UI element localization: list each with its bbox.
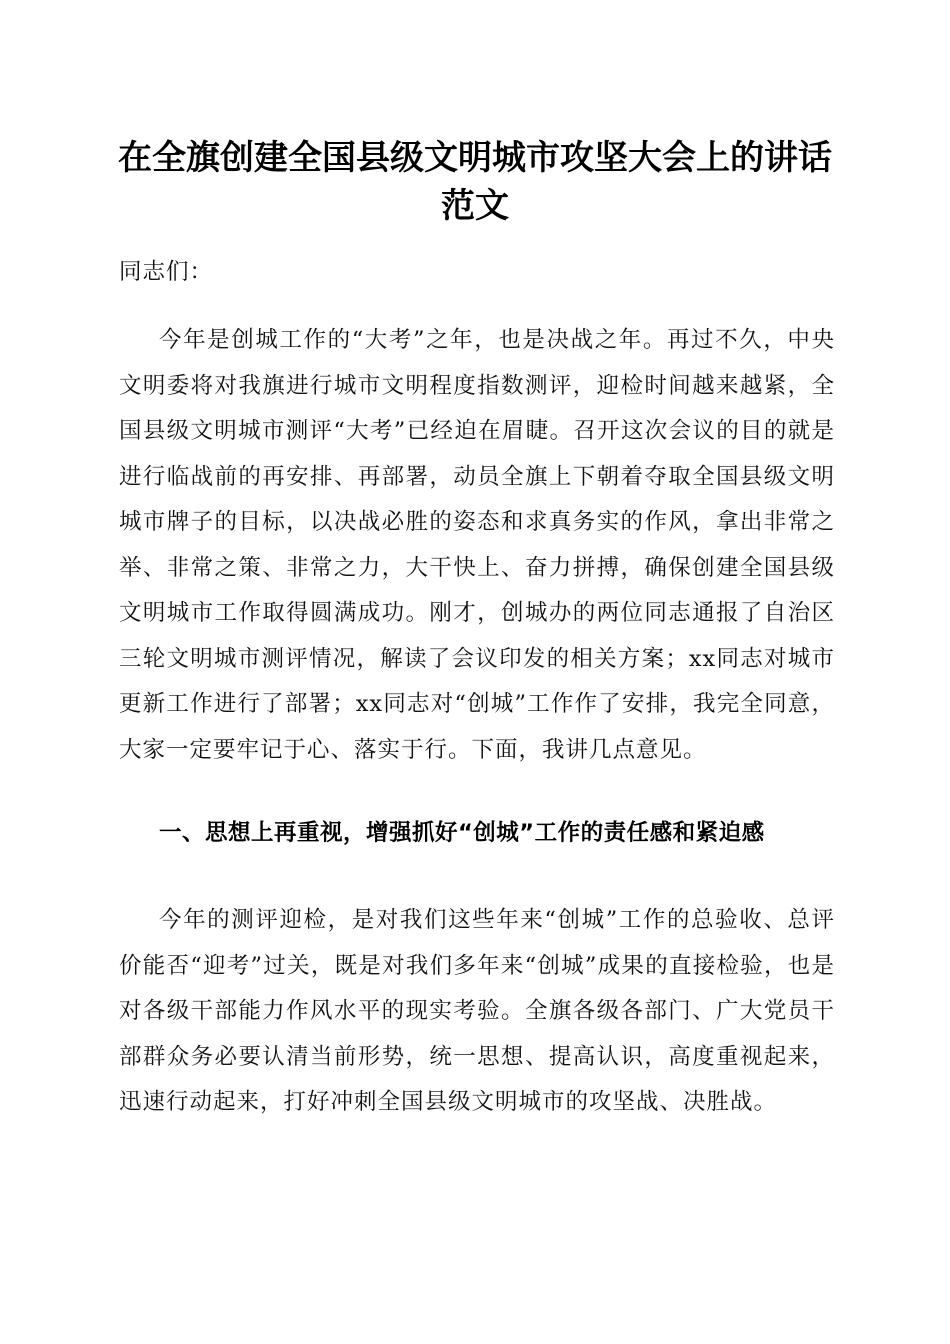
paragraph-intro: 今年是创城工作的“大考”之年，也是决战之年。再过不久，中央文明委将对我旗进行城市文明程度指数测评，迎检时间越来越紧，全国县级文明城市测评“大考”已经迫在眉睫。召开这次会议的目的就是进行临战前的再安排、再部署，动员全旗上下朝着夺取全国县级文明城市牌子的目标，以决战必胜的姿态和求真务实的作风，拿出非常之举、非常之策、非常之力，大干快上、奋力拼搏，确保创建全国县级文明城市工作取得圆满成功。刚才，创城办的两位同志通报了自治区三轮文明城市测评情况，解读了会议印发的相关方案；xx同志对城市更新工作进行了部署；xx同志对“创城”工作作了安排，我完全同意，大家一定要牢记于心、落实于行。下面，我讲几点意见。 — [119, 327, 835, 763]
greeting: 同志们： — [119, 259, 214, 285]
section-heading-1: 一、思想上再重视，增强抓好“创城”工作的责任感和紧迫感 — [159, 820, 765, 846]
paragraph-section-1: 今年的测评迎检，是对我们这些年来“创城”工作的总验收、总评价能否“迎考”过关，既是对我们多年来“创城”成果的直接检验，也是对各级干部能力作风水平的现实考验。全旗各级各部门、广大党员干部群众务必要认清当前形势，统一思想、提高认识，高度重视起来，迅速行动起来，打好冲刺全国县级文明城市的攻坚战、决胜战。 — [119, 907, 835, 1115]
document-title: 在全旗创建全国县级文明城市攻坚大会上的讲话范文 — [118, 138, 832, 226]
